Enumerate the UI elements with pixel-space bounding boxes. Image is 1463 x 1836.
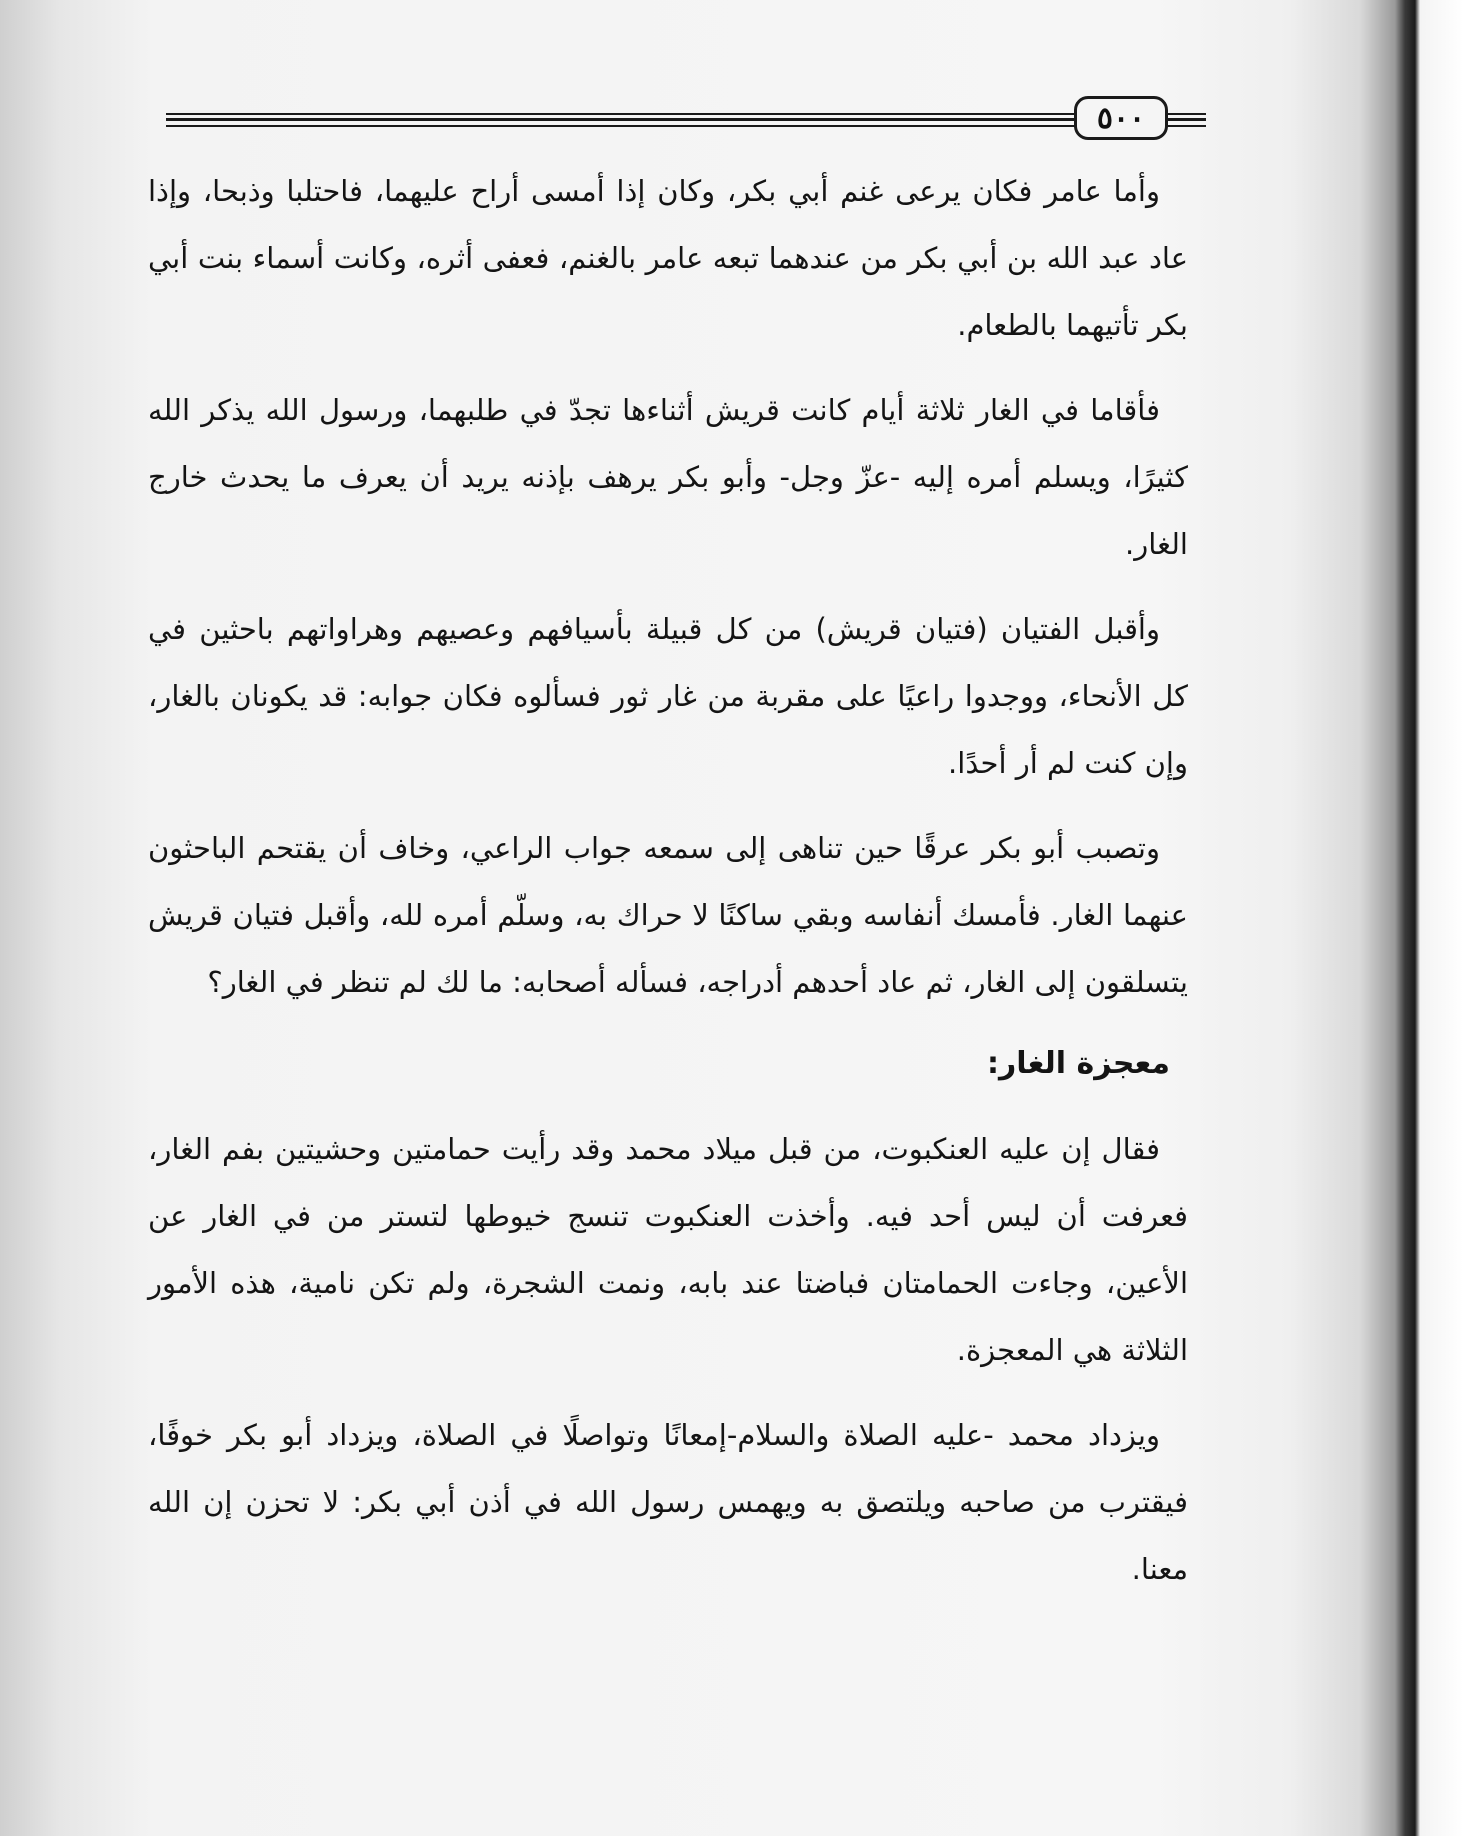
paragraph: وأقبل الفتيان (فتيان قريش) من كل قبيلة بأسيافهم وعصيهم وهراواتهم باحثين في كل الأنحاء، ووجدوا راعيًا على مقربة من غار ثور فسألوه فكان جوابه: قد يكونان بالغار، وإن كنت لم أر أحدًا. (148, 612, 1188, 780)
section-heading: معجزة الغار: (987, 1046, 1170, 1081)
page-body (148, 158, 1188, 1621)
header-rule (1166, 118, 1206, 121)
paragraph: ويزداد محمد -عليه الصلاة والسلام-إمعانًا وتواصلًا في الصلاة، ويزداد أبو بكر خوفًا، فيقترب من صاحبه ويلتصق به ويهمس رسول الله في أذن أبي بكر: لا تحزن إن الله معنا. (148, 1418, 1188, 1586)
paragraph: وأما عامر فكان يرعى غنم أبي بكر، وكان إذا أمسى أراح عليهما، فاحتلبا وذبحا، وإذا عاد عبد الله بن أبي بكر من عندهما تبعه عامر بالغنم، فعفى أثره، وكانت أسماء بنت أبي بكر تأتيهما بالطعام. (148, 174, 1188, 342)
header-rule (1166, 125, 1206, 127)
header-rule (1166, 113, 1206, 115)
page-header (166, 96, 1206, 146)
paragraph: فأقاما في الغار ثلاثة أيام كانت قريش أثناءها تجدّ في طلبهما، ورسول الله يذكر الله كثيرًا، ويسلم أمره إليه -عزّ وجل- وأبو بكر يرهف بإذنه يريد أن يعرف ما يحدث خارج الغار. (148, 393, 1188, 561)
header-rule (166, 113, 1076, 115)
header-rule (166, 118, 1076, 121)
header-rule (166, 125, 1076, 127)
paragraph: فقال إن عليه العنكبوت، من قبل ميلاد محمد وقد رأيت حمامتين وحشيتين بفم الغار، فعرفت أن ليس أحد فيه. وأخذت العنكبوت تنسج خيوطها لتستر من في الغار عن الأعين، وجاءت الحمامتان فباضتا عند بابه، ونمت الشجرة، ولم تكن نامية، هذه الأمور الثلاثة هي المعجزة. (148, 1132, 1188, 1367)
page-number-frame (1074, 96, 1168, 140)
paragraph: وتصبب أبو بكر عرقًا حين تناهى إلى سمعه جواب الراعي، وخاف أن يقتحم الباحثون عنهما الغار. فأمسك أنفاسه وبقي ساكنًا لا حراك به، وسلّم أمره لله، وأقبل فتيان قريش يتسلقون إلى الغار، ثم عاد أحدهم أدراجه، فسأله أصحابه: ما لك لم تنظر في الغار؟ (148, 831, 1188, 999)
page-number: ٥٠٠ (1096, 100, 1146, 136)
